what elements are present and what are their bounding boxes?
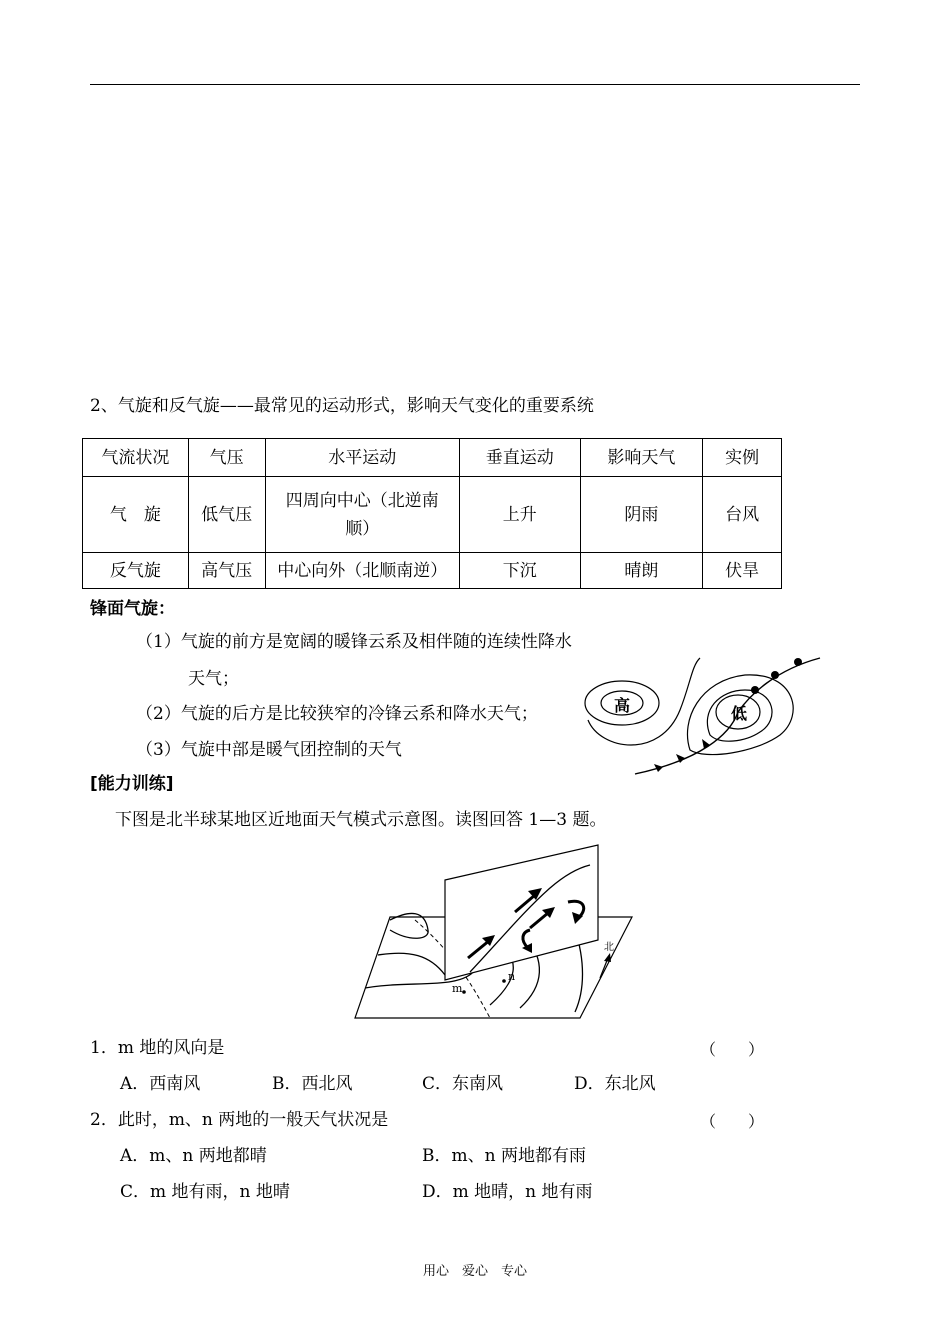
table-header-cell: 气流状况 [83, 439, 189, 477]
question-2-option-c: C．m 地有雨，n 地晴 [120, 1182, 290, 1202]
question-2-option-d: D．m 地晴，n 地有雨 [422, 1182, 593, 1202]
table-cell: 阴雨 [580, 477, 703, 553]
page-footer: 用心 爱心 专心 [422, 1264, 527, 1279]
table-cell-line: 四周向中心（北逆南 [285, 490, 439, 511]
table-cell: 上升 [459, 477, 580, 553]
question-1-option-a: A．西南风 [120, 1074, 201, 1094]
training-intro: 下图是北半球某地区近地面天气模式示意图。读图回答 1—3 题。 [115, 810, 607, 830]
diagram-low-label: 低 [731, 704, 748, 723]
front-point-3: （3）气旋中部是暖气团控制的天气 [136, 740, 402, 760]
figure-n-label: n [508, 970, 516, 983]
table-row [83, 553, 782, 589]
question-2-option-b: B．m、n 两地都有雨 [422, 1146, 586, 1166]
table-header-cell: 气压 [188, 439, 265, 477]
figure-north-label: 北 [604, 942, 614, 953]
cyclone-table [82, 438, 782, 589]
table-cell: 伏旱 [703, 553, 782, 589]
figure-m-label: m [452, 982, 463, 995]
section-title: 2、气旋和反气旋——最常见的运动形式，影响天气变化的重要系统 [90, 396, 594, 416]
table-header-cell: 影响天气 [580, 439, 703, 477]
question-2-option-a: A．m、n 两地都晴 [120, 1146, 267, 1166]
table-header-cell: 垂直运动 [459, 439, 580, 477]
table-header-cell: 实例 [703, 439, 782, 477]
table-cell [265, 477, 459, 553]
table-cell: 气 旋 [83, 477, 189, 553]
front-cyclone-diagram [580, 650, 830, 780]
front-point-2: （2）气旋的后方是比较狭窄的冷锋云系和降水天气； [136, 704, 538, 724]
table-cell: 反气旋 [83, 553, 189, 589]
table-cell-line: 顺） [345, 518, 380, 539]
front-cyclone-heading: 锋面气旋： [90, 599, 175, 619]
table-header-cell: 水平运动 [265, 439, 459, 477]
diagram-high-label: 高 [614, 696, 631, 715]
table-cell: 下沉 [459, 553, 580, 589]
question-1-stem: 1．m 地的风向是 [90, 1038, 225, 1058]
table-row [83, 477, 782, 553]
question-2-stem: 2．此时，m、n 两地的一般天气状况是 [90, 1110, 389, 1130]
question-2-answer-paren: （ ） [700, 1112, 765, 1131]
table-cell: 低气压 [188, 477, 265, 553]
question-1-option-c: C．东南风 [422, 1074, 504, 1094]
header-rule [90, 84, 860, 85]
training-heading: [能力训练] [90, 774, 174, 794]
question-1-answer-paren: （ ） [700, 1040, 765, 1059]
question-1-option-d: D．东北风 [574, 1074, 656, 1094]
table-cell: 中心向外（北顺南逆） [265, 553, 459, 589]
question-1-option-b: B．西北风 [272, 1074, 353, 1094]
front-point-1-cont: 天气； [188, 669, 239, 689]
front-point-1: （1）气旋的前方是宽阔的暖锋云系及相伴随的连续性降水 [136, 632, 572, 652]
table-header-row [83, 439, 782, 477]
table-cell: 台风 [703, 477, 782, 553]
table-cell: 高气压 [188, 553, 265, 589]
weather-model-figure [350, 840, 635, 1020]
table-cell: 晴朗 [580, 553, 703, 589]
